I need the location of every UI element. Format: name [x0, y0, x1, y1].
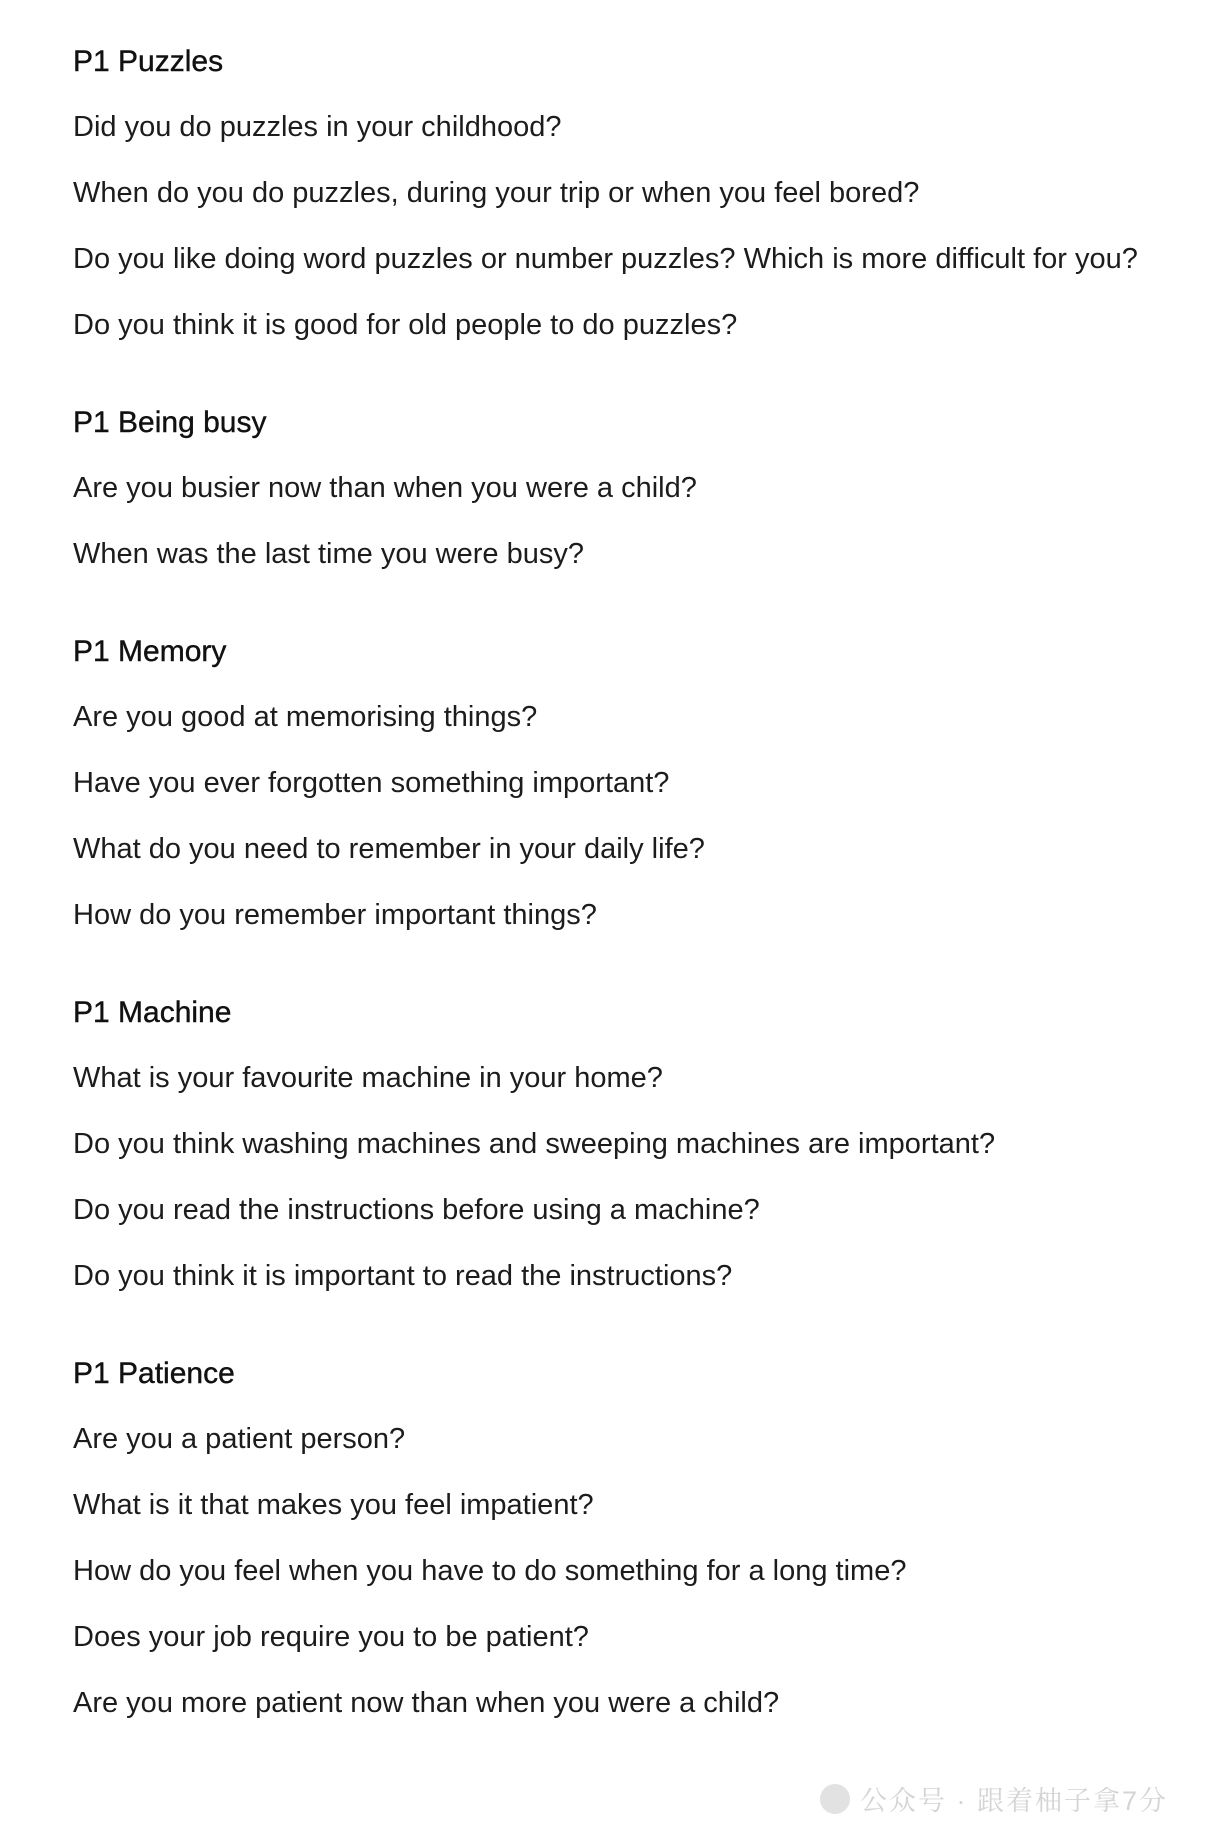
section-puzzles	[73, 40, 1163, 346]
question-item: Are you good at memorising things?	[73, 701, 538, 733]
question-item: Did you do puzzles in your childhood?	[73, 111, 562, 143]
question-item: When was the last time you were busy?	[73, 538, 584, 570]
section-being-busy	[73, 401, 1163, 575]
question-item: When do you do puzzles, during your trip or when you feel bored?	[73, 177, 920, 209]
question-item: Are you a patient person?	[73, 1423, 406, 1455]
section-title: P1 Puzzles	[73, 45, 224, 78]
section-patience	[73, 1352, 1163, 1724]
watermark	[820, 1779, 1168, 1818]
question-item: Have you ever forgotten something important?	[73, 767, 670, 799]
watermark-text: 公众号 · 跟着柚子拿7分	[859, 1786, 1168, 1816]
section-title: P1 Machine	[73, 996, 232, 1029]
question-item: Do you like doing word puzzles or number puzzles? Which is more difficult for you?	[73, 243, 1138, 275]
question-item: What is it that makes you feel impatient?	[73, 1489, 594, 1521]
section-title: P1 Memory	[73, 635, 227, 668]
question-item: Do you think washing machines and sweeping machines are important?	[73, 1128, 996, 1160]
question-item: Are you more patient now than when you were a child?	[73, 1687, 780, 1719]
section-title: P1 Patience	[73, 1357, 235, 1390]
section-memory	[73, 630, 1163, 936]
question-item: Do you think it is good for old people to do puzzles?	[73, 309, 738, 341]
question-item: How do you feel when you have to do something for a long time?	[73, 1555, 907, 1587]
question-item: How do you remember important things?	[73, 899, 597, 931]
question-item: Do you think it is important to read the instructions?	[73, 1260, 733, 1292]
question-item: Do you read the instructions before using a machine?	[73, 1194, 760, 1226]
document-page	[73, 40, 1163, 1724]
question-item: What is your favourite machine in your home?	[73, 1062, 663, 1094]
question-item: Does your job require you to be patient?	[73, 1621, 589, 1653]
section-machine	[73, 991, 1163, 1297]
wechat-icon	[820, 1784, 850, 1814]
question-item: What do you need to remember in your daily life?	[73, 833, 705, 865]
question-item: Are you busier now than when you were a child?	[73, 472, 697, 504]
section-title: P1 Being busy	[73, 406, 267, 439]
